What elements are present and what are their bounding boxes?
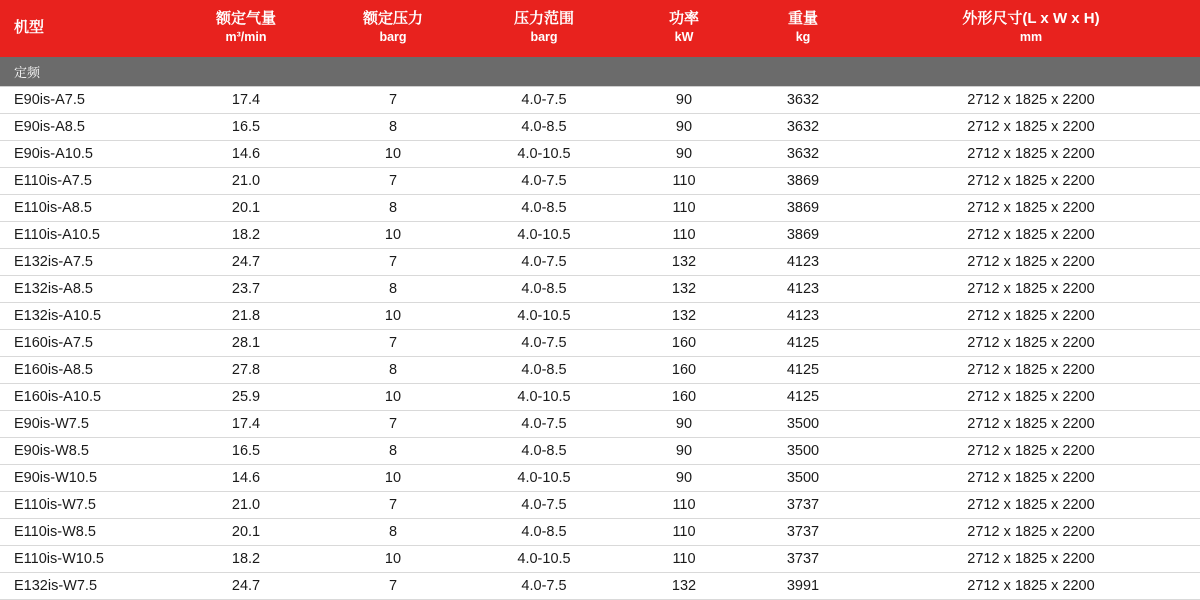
- table-cell: 21.0: [170, 168, 322, 195]
- table-cell: 132: [624, 573, 744, 600]
- table-row: [0, 330, 1200, 357]
- table-cell-model: E160is-A10.5: [0, 384, 170, 411]
- table-cell: 8: [322, 276, 464, 303]
- table-cell: 160: [624, 357, 744, 384]
- table-row: [0, 384, 1200, 411]
- table-row: [0, 519, 1200, 546]
- table-cell-model: E132is-A10.5: [0, 303, 170, 330]
- table-cell: 110: [624, 222, 744, 249]
- table-cell: 4.0-7.5: [464, 249, 624, 276]
- table-row: [0, 546, 1200, 573]
- table-cell-model: E160is-A7.5: [0, 330, 170, 357]
- table-cell-model: E90is-A10.5: [0, 141, 170, 168]
- column-header-rated-pressure-label: 额定压力: [362, 10, 423, 28]
- table-cell: 25.9: [170, 384, 322, 411]
- table-cell: 4.0-8.5: [464, 276, 624, 303]
- table-cell: 132: [624, 249, 744, 276]
- table-cell: 7: [322, 411, 464, 438]
- table-cell: 4125: [744, 330, 862, 357]
- table-row: [0, 276, 1200, 303]
- table-cell: 4.0-10.5: [464, 303, 624, 330]
- table-cell: 7: [322, 573, 464, 600]
- column-header-weight-unit: kg: [795, 30, 811, 45]
- table-cell-model: E110is-W10.5: [0, 546, 170, 573]
- table-cell: 3632: [744, 87, 862, 114]
- table-cell: 2712 x 1825 x 2200: [862, 114, 1200, 141]
- table-cell: 4.0-7.5: [464, 573, 624, 600]
- table-cell: 110: [624, 519, 744, 546]
- table-header-row: [0, 0, 1200, 57]
- table-row: [0, 222, 1200, 249]
- table-row: [0, 249, 1200, 276]
- table-cell: 2712 x 1825 x 2200: [862, 195, 1200, 222]
- table-cell: 3632: [744, 141, 862, 168]
- column-header-rated-pressure-unit: barg: [379, 30, 407, 45]
- table-cell: 2712 x 1825 x 2200: [862, 141, 1200, 168]
- table-cell: 18.2: [170, 546, 322, 573]
- table-cell: 2712 x 1825 x 2200: [862, 519, 1200, 546]
- table-cell: 4.0-8.5: [464, 195, 624, 222]
- table-cell: 2712 x 1825 x 2200: [862, 303, 1200, 330]
- table-cell: 4.0-10.5: [464, 141, 624, 168]
- column-header-rated-flow: [170, 0, 322, 57]
- table-cell: 17.4: [170, 87, 322, 114]
- table-cell: 4.0-10.5: [464, 222, 624, 249]
- table-cell: 3737: [744, 519, 862, 546]
- table-cell-model: E90is-A8.5: [0, 114, 170, 141]
- table-cell: 132: [624, 303, 744, 330]
- table-cell: 24.7: [170, 249, 322, 276]
- column-header-pressure-range-label: 压力范围: [513, 10, 574, 28]
- table-row: [0, 438, 1200, 465]
- table-cell: 2712 x 1825 x 2200: [862, 546, 1200, 573]
- table-cell-model: E90is-W10.5: [0, 465, 170, 492]
- table-cell: 4.0-8.5: [464, 114, 624, 141]
- table-cell: 3869: [744, 195, 862, 222]
- table-cell: 8: [322, 114, 464, 141]
- column-header-dimensions-label: 外形尺寸(L x W x H): [962, 10, 1100, 28]
- column-header-rated-flow-label: 额定气量: [215, 10, 276, 28]
- table-cell: 7: [322, 330, 464, 357]
- table-cell: 110: [624, 546, 744, 573]
- table-cell: 7: [322, 168, 464, 195]
- table-cell: 10: [322, 465, 464, 492]
- table-cell: 3500: [744, 411, 862, 438]
- table-cell: 7: [322, 249, 464, 276]
- table-cell: 14.6: [170, 141, 322, 168]
- table-cell-model: E132is-A7.5: [0, 249, 170, 276]
- table-row: [0, 87, 1200, 114]
- table-cell-model: E132is-W7.5: [0, 573, 170, 600]
- table-cell: 90: [624, 438, 744, 465]
- table-cell: 110: [624, 492, 744, 519]
- table-cell: 27.8: [170, 357, 322, 384]
- table-cell-model: E132is-A8.5: [0, 276, 170, 303]
- table-cell: 3737: [744, 546, 862, 573]
- table-row: [0, 492, 1200, 519]
- table-cell: 2712 x 1825 x 2200: [862, 438, 1200, 465]
- table-cell: 4.0-7.5: [464, 492, 624, 519]
- table-cell: 4.0-10.5: [464, 465, 624, 492]
- table-cell: 90: [624, 87, 744, 114]
- table-cell: 4125: [744, 384, 862, 411]
- table-cell: 132: [624, 276, 744, 303]
- column-header-weight: [744, 0, 862, 57]
- table-row: [0, 303, 1200, 330]
- column-header-rated-pressure: [322, 0, 464, 57]
- table-cell-model: E110is-A10.5: [0, 222, 170, 249]
- table-cell: 4.0-8.5: [464, 519, 624, 546]
- table-cell: 7: [322, 492, 464, 519]
- table-cell: 2712 x 1825 x 2200: [862, 222, 1200, 249]
- table-cell: 4125: [744, 357, 862, 384]
- table-cell-model: E110is-A8.5: [0, 195, 170, 222]
- table-cell-model: E110is-W7.5: [0, 492, 170, 519]
- table-row: [0, 411, 1200, 438]
- column-header-power-label: 功率: [668, 10, 699, 28]
- table-cell: 16.5: [170, 114, 322, 141]
- table-cell: 10: [322, 384, 464, 411]
- table-cell: 2712 x 1825 x 2200: [862, 492, 1200, 519]
- table-cell: 110: [624, 168, 744, 195]
- table-cell: 4.0-7.5: [464, 411, 624, 438]
- table-cell: 20.1: [170, 195, 322, 222]
- table-cell: 3991: [744, 573, 862, 600]
- table-cell: 24.7: [170, 573, 322, 600]
- table-row: [0, 114, 1200, 141]
- table-row: [0, 357, 1200, 384]
- table-cell: 4123: [744, 303, 862, 330]
- table-cell: 2712 x 1825 x 2200: [862, 357, 1200, 384]
- table-cell: 4.0-10.5: [464, 546, 624, 573]
- column-header-power-unit: kW: [674, 30, 694, 45]
- table-cell: 3737: [744, 492, 862, 519]
- table-cell: 4.0-8.5: [464, 357, 624, 384]
- column-header-power: [624, 0, 744, 57]
- table-cell-model: E160is-A8.5: [0, 357, 170, 384]
- column-header-pressure-range: [464, 0, 624, 57]
- table-cell: 18.2: [170, 222, 322, 249]
- table-header: [0, 0, 1200, 57]
- table-cell: 8: [322, 357, 464, 384]
- table-cell-model: E90is-W7.5: [0, 411, 170, 438]
- table-cell: 160: [624, 330, 744, 357]
- table-cell-model: E110is-A7.5: [0, 168, 170, 195]
- table-cell: 21.8: [170, 303, 322, 330]
- table-cell: 10: [322, 546, 464, 573]
- table-cell: 90: [624, 465, 744, 492]
- table-cell-model: E90is-A7.5: [0, 87, 170, 114]
- table-cell: 3500: [744, 465, 862, 492]
- table-cell: 10: [322, 222, 464, 249]
- column-header-dimensions-unit: mm: [1019, 30, 1043, 45]
- table-cell: 2712 x 1825 x 2200: [862, 276, 1200, 303]
- table-cell: 14.6: [170, 465, 322, 492]
- column-header-dimensions: [862, 0, 1200, 57]
- column-header-pressure-range-unit: barg: [530, 30, 558, 45]
- table-cell: 7: [322, 87, 464, 114]
- table-row: [0, 195, 1200, 222]
- table-cell: 17.4: [170, 411, 322, 438]
- column-header-weight-label: 重量: [787, 10, 818, 28]
- table-cell: 2712 x 1825 x 2200: [862, 384, 1200, 411]
- table-cell: 90: [624, 141, 744, 168]
- table-cell: 28.1: [170, 330, 322, 357]
- table-cell: 16.5: [170, 438, 322, 465]
- table-cell: 160: [624, 384, 744, 411]
- table-cell: 3632: [744, 114, 862, 141]
- table-cell: 8: [322, 195, 464, 222]
- table-cell: 4123: [744, 276, 862, 303]
- table-cell: 4.0-8.5: [464, 438, 624, 465]
- table-cell: 21.0: [170, 492, 322, 519]
- table-cell-model: E110is-W8.5: [0, 519, 170, 546]
- table-cell: 4.0-7.5: [464, 168, 624, 195]
- table-row: [0, 573, 1200, 600]
- table-cell: 20.1: [170, 519, 322, 546]
- table-cell: 2712 x 1825 x 2200: [862, 465, 1200, 492]
- group-row-fixed-speed: [0, 57, 1200, 87]
- table-cell: 4.0-7.5: [464, 87, 624, 114]
- table-cell: 23.7: [170, 276, 322, 303]
- table-cell: 2712 x 1825 x 2200: [862, 168, 1200, 195]
- table-cell: 10: [322, 141, 464, 168]
- column-header-rated-flow-unit: m³/min: [225, 30, 267, 45]
- table-cell: 8: [322, 438, 464, 465]
- column-header-model-label: 机型: [14, 18, 45, 36]
- table-cell: 2712 x 1825 x 2200: [862, 573, 1200, 600]
- table-cell: 90: [624, 411, 744, 438]
- table-cell: 2712 x 1825 x 2200: [862, 249, 1200, 276]
- table-row: [0, 465, 1200, 492]
- table-cell: 4.0-7.5: [464, 330, 624, 357]
- table-cell: 2712 x 1825 x 2200: [862, 330, 1200, 357]
- table-row: [0, 168, 1200, 195]
- table-cell: 90: [624, 114, 744, 141]
- table-cell: 3869: [744, 168, 862, 195]
- table-body: [0, 57, 1200, 600]
- table-cell: 4.0-10.5: [464, 384, 624, 411]
- table-cell: 2712 x 1825 x 2200: [862, 411, 1200, 438]
- table-cell: 3500: [744, 438, 862, 465]
- table-cell: 3869: [744, 222, 862, 249]
- table-cell: 10: [322, 303, 464, 330]
- table-cell: 110: [624, 195, 744, 222]
- table-cell: 4123: [744, 249, 862, 276]
- column-header-model: [0, 0, 170, 57]
- group-row-label: 定频: [0, 57, 1200, 87]
- table-cell: 2712 x 1825 x 2200: [862, 87, 1200, 114]
- table-cell-model: E90is-W8.5: [0, 438, 170, 465]
- table-cell: 8: [322, 519, 464, 546]
- table-row: [0, 141, 1200, 168]
